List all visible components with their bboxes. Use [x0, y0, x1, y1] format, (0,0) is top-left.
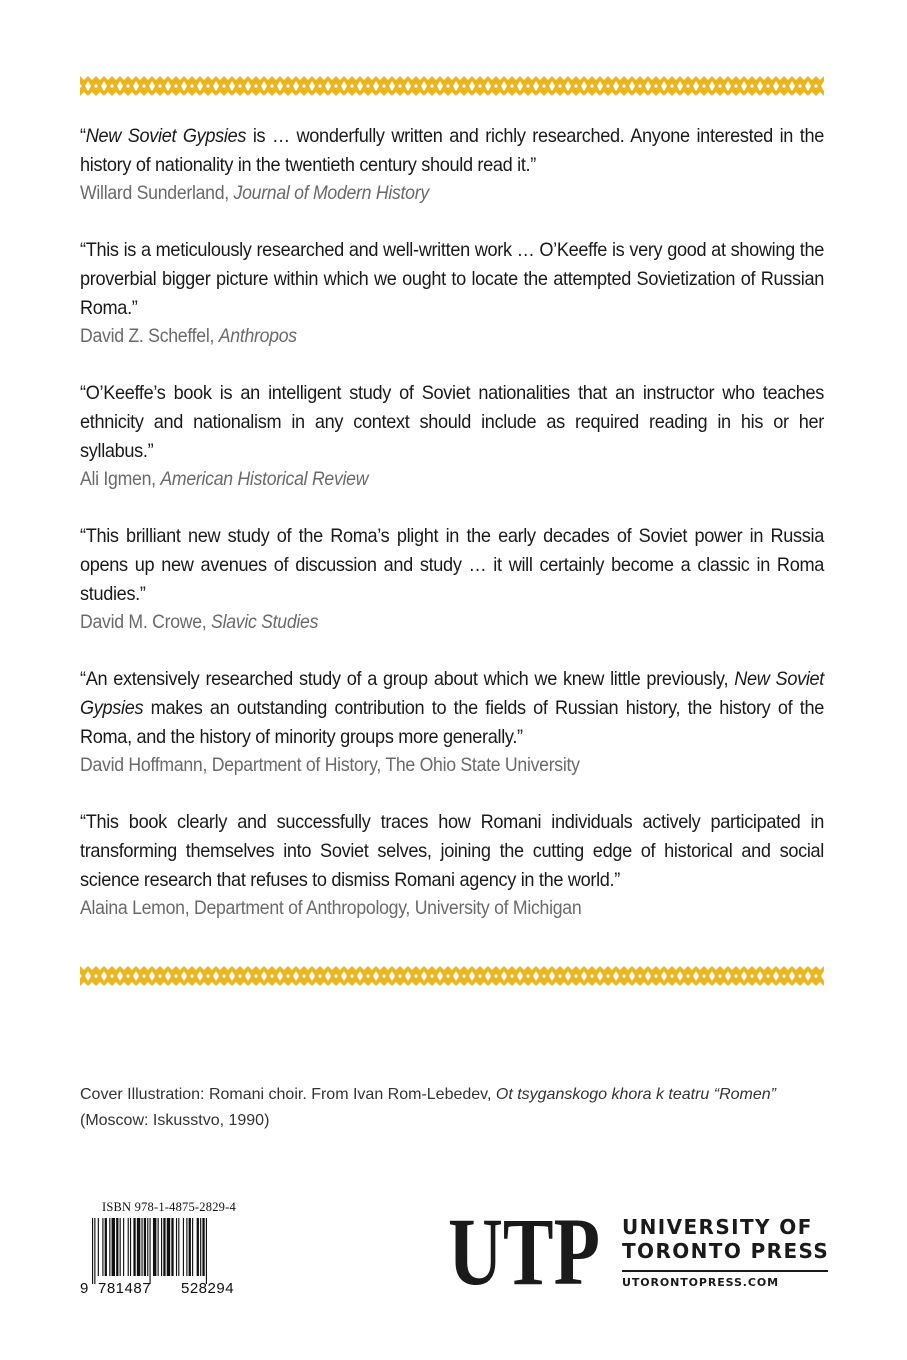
quote-2-attribution: David Z. Scheffel, Anthropos: [80, 326, 297, 347]
isbn-barcode: [80, 1200, 260, 1300]
decorative-border-top: [80, 72, 824, 100]
barcode-digit-group-2: 528294: [181, 1280, 235, 1297]
ornament-border-svg: [80, 962, 824, 990]
barcode-bars: [80, 1218, 252, 1284]
quote-3-attribution: Ali Igmen, American Historical Review: [80, 469, 369, 490]
publisher-logo: [448, 1198, 838, 1305]
quote-6-attribution: Alaina Lemon, Department of Anthropology, University of Michigan: [80, 898, 582, 919]
praise-quotes: [80, 122, 824, 951]
quote-2: [80, 236, 824, 351]
ornament-border-svg: [80, 72, 824, 100]
quote-4: [80, 522, 824, 637]
quote-6-text: “This book clearly and successfully traces how Romani individuals actively participated in transforming themselves into Soviet selves, joining the cutting edge of historical and social science research that refuses to dismiss Romani agency in the world.”: [80, 811, 824, 891]
quote-1-text: “New Soviet Gypsies is … wonderfully written and richly researched. Anyone interested in the history of nationality in the twentieth century should read it.”: [80, 125, 824, 176]
barcode-digit-lead: 9: [80, 1280, 89, 1297]
quote-5-attribution: David Hoffmann, Department of History, The Ohio State University: [80, 755, 580, 776]
publisher-url: UTORONTOPRESS.COM: [622, 1276, 779, 1289]
publisher-name-line-1: UNIVERSITY OF: [622, 1215, 813, 1239]
quote-2-text: “This is a meticulously researched and well-written work … O’Keeffe is very good at showing the proverbial bigger picture within which we ought to locate the attempted Sovietization of Russian Roma.”: [80, 239, 824, 319]
quote-3: [80, 379, 824, 494]
quote-6: [80, 808, 824, 923]
quote-5: [80, 665, 824, 780]
barcode-digit-group-1: 781487: [98, 1280, 152, 1297]
publisher-name-line-2: TORONTO PRESS: [622, 1239, 830, 1263]
publisher-name: [622, 1215, 829, 1263]
quote-5-text: “An extensively researched study of a group about which we knew little previously, New Soviet Gypsies makes an outstanding contribution to the fields of Russian history, the history of the Roma, and the history of minority groups more generally.”: [80, 668, 825, 748]
quote-1: [80, 122, 824, 208]
isbn-label: ISBN 978-1-4875-2829-4: [102, 1200, 236, 1214]
quote-1-attribution: Willard Sunderland, Journal of Modern History: [80, 183, 429, 204]
utp-letters: UTP: [448, 1198, 600, 1305]
publisher-divider: [622, 1270, 828, 1272]
decorative-border-bottom: [80, 962, 824, 990]
utp-logo-mark: [448, 1198, 603, 1305]
quote-4-attribution: David M. Crowe, Slavic Studies: [80, 612, 319, 633]
quote-3-text: “O’Keeffe’s book is an intelligent study of Soviet nationalities that an instructor who teaches ethnicity and nationalism in any context should include as required reading in his or her syllabus.”: [80, 382, 824, 462]
cover-illustration-credit: Cover Illustration: Romani choir. From Ivan Rom-Lebedev, Ot tsyganskogo khora k teatru “Romen” (Moscow: Iskusstvo, 1990): [80, 1086, 776, 1129]
quote-4-text: “This brilliant new study of the Roma’s plight in the early decades of Soviet power in Russia opens up new avenues of discussion and study … it will certainly become a classic in Roma studies.”: [80, 525, 824, 605]
